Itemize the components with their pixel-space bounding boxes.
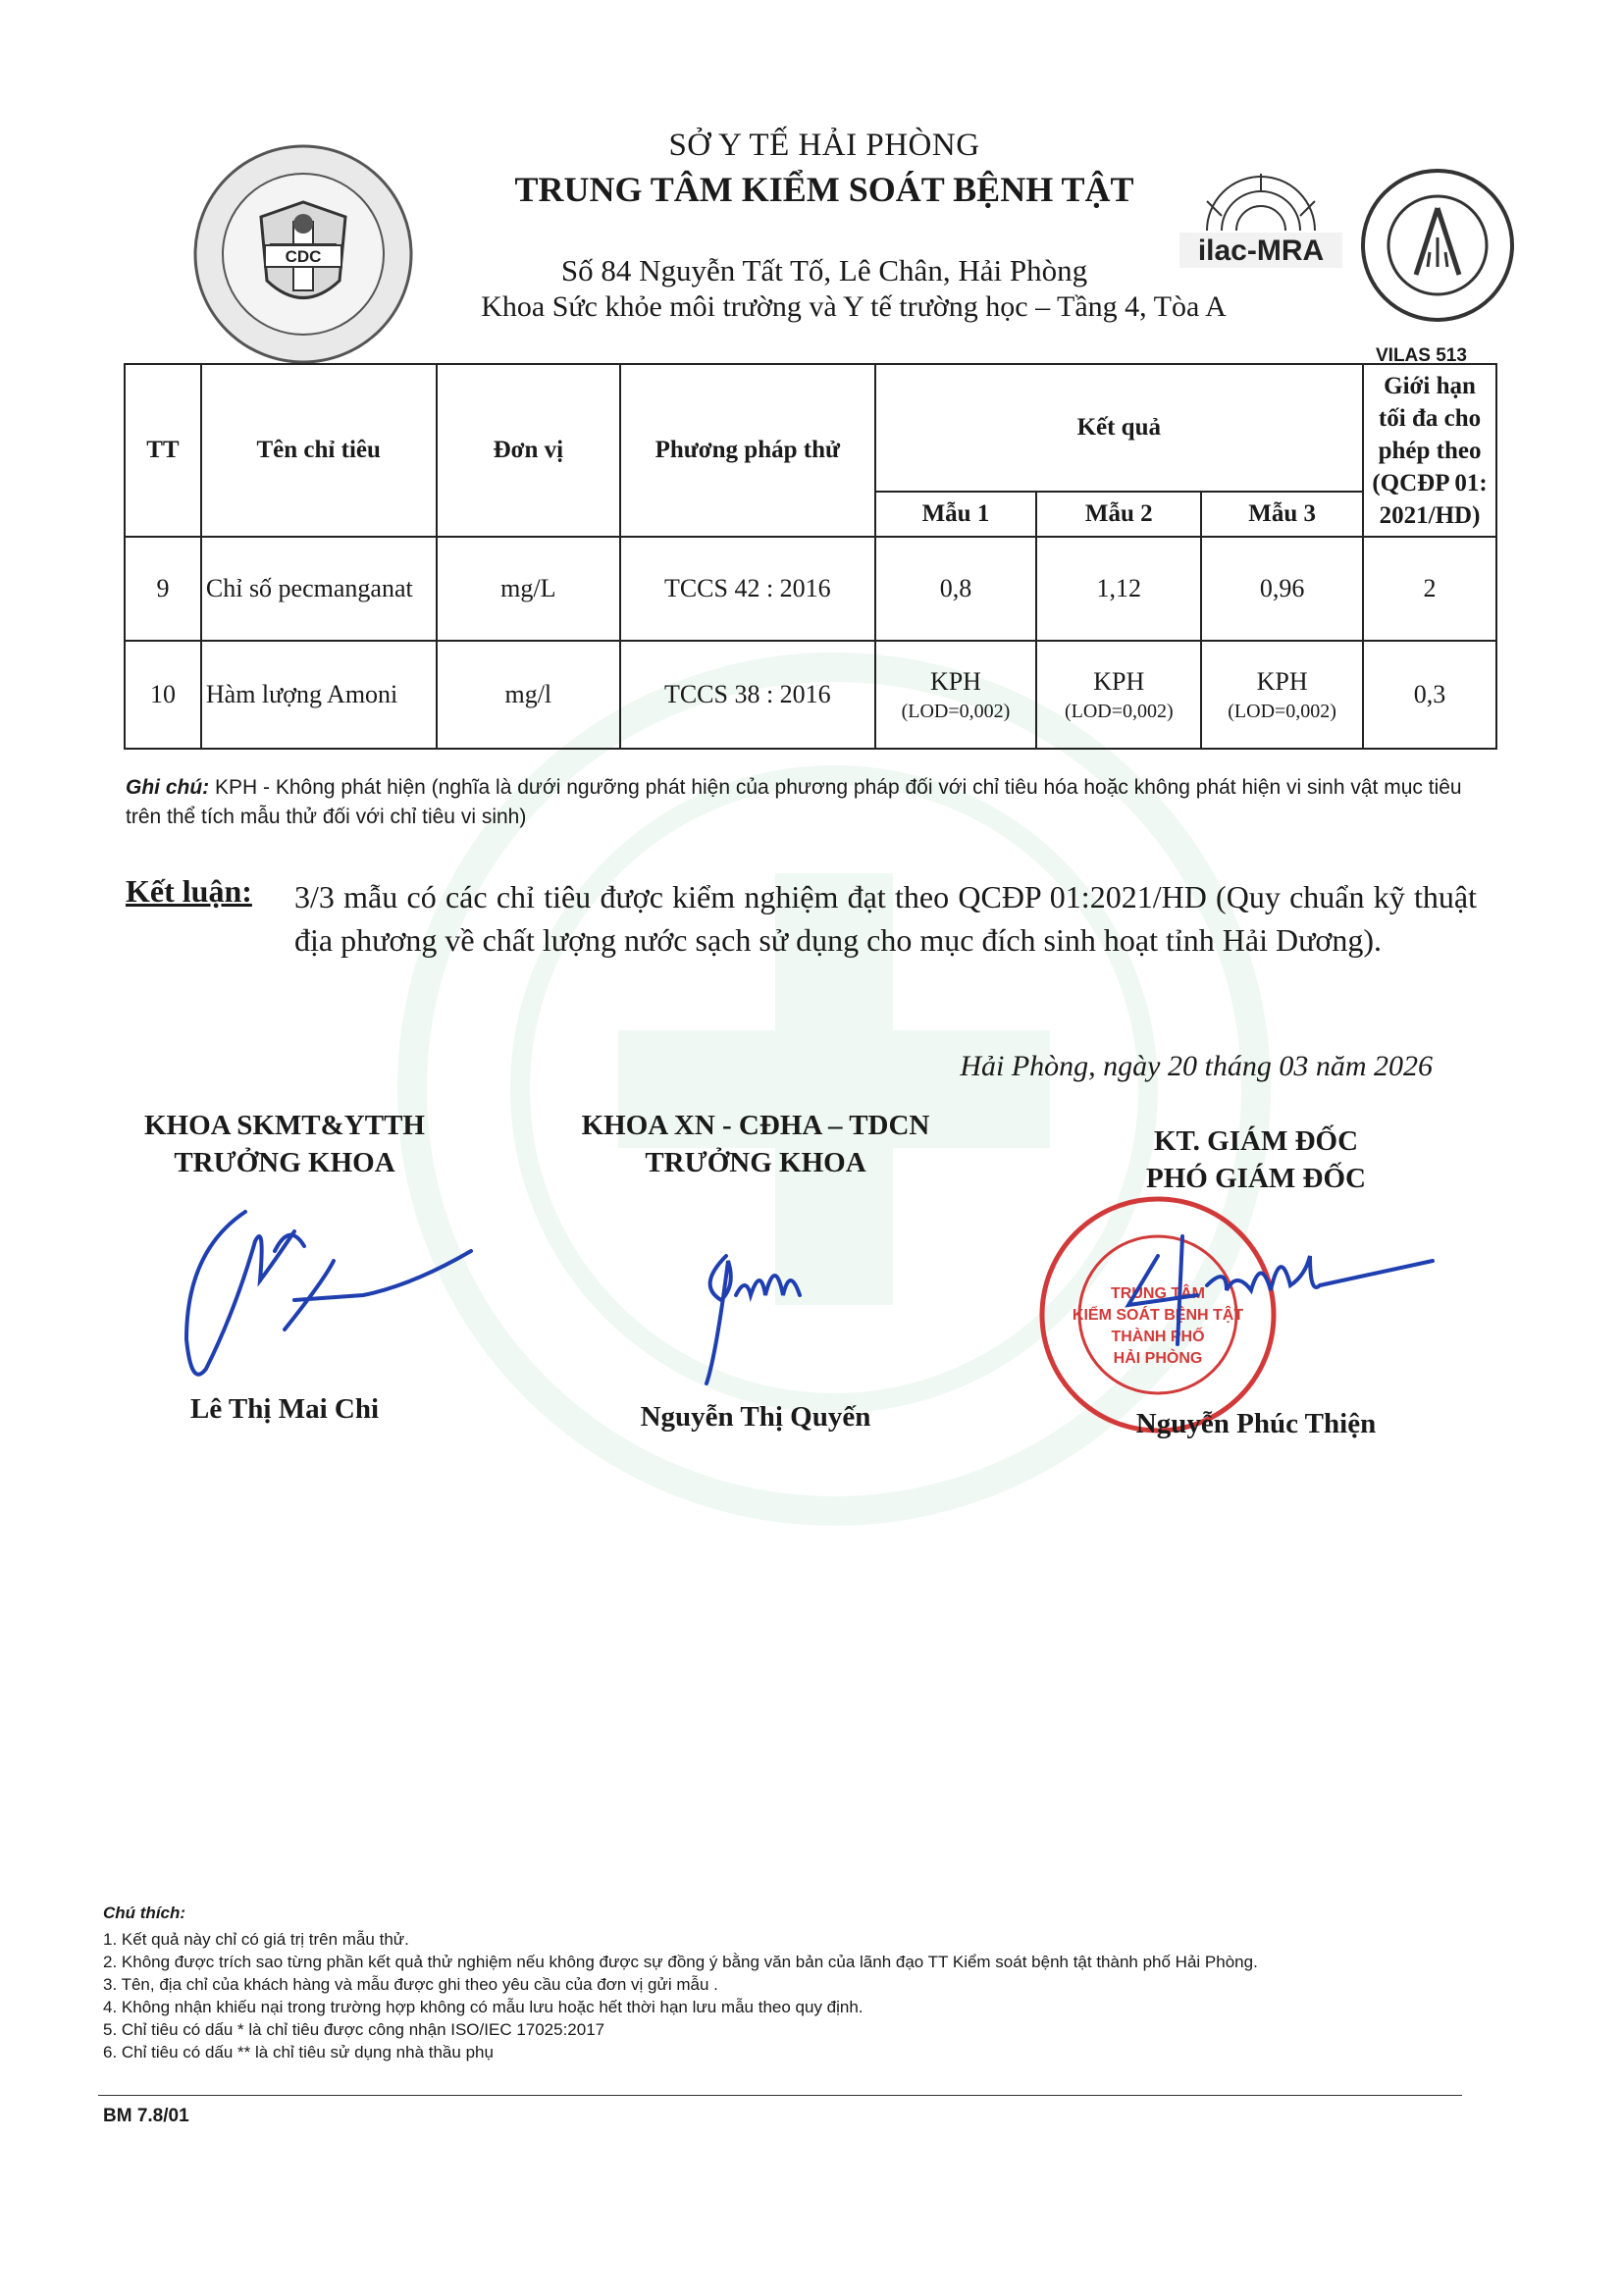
signature-dept: KT. GIÁM ĐỐC bbox=[1153, 1125, 1359, 1157]
org-name: TRUNG TÂM KIỂM SOÁT BỆNH TẬT bbox=[514, 170, 1134, 209]
svg-text:HẢI PHÒNG: HẢI PHÒNG bbox=[1113, 1350, 1203, 1367]
result-value: KPH bbox=[929, 666, 981, 696]
signature-role: TRƯỞNG KHOA bbox=[174, 1147, 395, 1178]
footnote-item: 1. Kết quả này chỉ có giá trị trên mẫu thử. bbox=[103, 1930, 409, 1949]
lod-note: (LOD=0,002) bbox=[1064, 700, 1174, 722]
signer-name-3: Nguyễn Phúc Thiện bbox=[1135, 1408, 1377, 1439]
header-sample-1: Mẫu 1 bbox=[875, 492, 1037, 537]
conclusion-label: Kết luận: bbox=[126, 873, 252, 909]
note-text: KPH - Không phát hiện (nghĩa là dưới ngưỡng phát hiện của phương pháp đối với chỉ tiêu hóa hoặc không phát hiện vi sinh vật mục tiêu trên thể tích mẫu thử đối với chỉ tiêu vi sinh) bbox=[126, 776, 1462, 828]
svg-text:CDC: CDC bbox=[285, 247, 322, 266]
table-row bbox=[125, 537, 1496, 641]
footnote-item: 6. Chỉ tiêu có dấu ** là chỉ tiêu sử dụng nhà thầu phụ bbox=[103, 2043, 494, 2061]
org-department: Khoa Sức khỏe môi trường và Y tế trường học – Tầng 4, Tòa A bbox=[481, 290, 1227, 323]
signature-dept: KHOA SKMT&YTTH bbox=[143, 1110, 425, 1141]
cell-sample-3: 0,96 bbox=[1201, 537, 1363, 641]
ilac-mra-logo bbox=[1168, 162, 1354, 289]
cell-sample-1: 0,8 bbox=[875, 537, 1037, 641]
svg-text:ilac-MRA: ilac-MRA bbox=[1197, 235, 1325, 267]
cell-sample-2: 1,12 bbox=[1036, 537, 1201, 641]
cell-name: Chỉ số pecmanganat bbox=[201, 537, 437, 641]
signer-name-1: Lê Thị Mai Chi bbox=[189, 1393, 380, 1425]
signature-role: TRƯỞNG KHOA bbox=[645, 1147, 866, 1178]
signature-block-3 bbox=[1070, 1122, 1442, 1197]
header-name: Tên chỉ tiêu bbox=[201, 364, 437, 537]
cell-sample-2 bbox=[1036, 641, 1201, 749]
conclusion-text: 3/3 mẫu có các chỉ tiêu được kiểm nghiệm đạt theo QCĐP 01:2021/HD (Quy chuẩn kỹ thuật địa phương về chất lượng nước sạch sử dụng cho mục đích sinh hoạt tỉnh Hải Dương). bbox=[294, 879, 1477, 958]
cell-tt: 9 bbox=[125, 537, 201, 641]
form-code: BM 7.8/01 bbox=[103, 2106, 189, 2126]
cell-limit: 0,3 bbox=[1363, 641, 1496, 749]
header-method: Phương pháp thử bbox=[620, 364, 874, 537]
handwritten-signature bbox=[667, 1226, 864, 1393]
footer-divider bbox=[98, 2095, 1462, 2096]
org-address: Số 84 Nguyễn Tất Tố, Lê Chân, Hải Phòng bbox=[560, 253, 1088, 287]
footnote-item: 3. Tên, địa chỉ của khách hàng và mẫu được ghi theo yêu cầu của đơn vị gửi mẫu . bbox=[103, 1975, 718, 1994]
signer-name-2: Nguyễn Thị Quyến bbox=[640, 1401, 871, 1433]
svg-text:TRUNG TÂM: TRUNG TÂM bbox=[1111, 1285, 1205, 1302]
signature-dept: KHOA XN - CĐHA – TDCN bbox=[581, 1110, 930, 1141]
result-value: KPH bbox=[1093, 666, 1145, 696]
cell-limit: 2 bbox=[1363, 537, 1496, 641]
cell-unit: mg/l bbox=[437, 641, 621, 749]
date-line: Hải Phòng, ngày 20 tháng 03 năm 2026 bbox=[960, 1050, 1433, 1082]
svg-text:KIỂM SOÁT BỆNH TẬT: KIỂM SOÁT BỆNH TẬT bbox=[1072, 1307, 1244, 1324]
header-tt: TT bbox=[125, 364, 201, 537]
footnote-item: 5. Chỉ tiêu có dấu * là chỉ tiêu được công nhận ISO/IEC 17025:2017 bbox=[103, 2020, 605, 2039]
note bbox=[126, 773, 1499, 832]
cell-sample-1 bbox=[875, 641, 1037, 749]
header-result: Kết quả bbox=[875, 364, 1364, 492]
vilas-code: VILAS 513 bbox=[1376, 345, 1467, 366]
lod-note: (LOD=0,002) bbox=[1228, 700, 1336, 722]
org-parent: SỞ Y TẾ HẢI PHÒNG bbox=[668, 128, 980, 163]
cell-unit: mg/L bbox=[437, 537, 621, 641]
cdc-logo bbox=[192, 143, 414, 365]
cell-method: TCCS 38 : 2016 bbox=[620, 641, 874, 749]
footnote-item: 2. Không được trích sao từng phần kết quả thử nghiệm nếu không được sự đồng ý bằng văn bản của lãnh đạo TT Kiểm soát bệnh tật thành phố Hải Phòng. bbox=[103, 1953, 1258, 1971]
signature-block-1 bbox=[98, 1107, 471, 1181]
header-sample-2: Mẫu 2 bbox=[1036, 492, 1201, 537]
result-value: KPH bbox=[1256, 666, 1308, 696]
cell-method: TCCS 42 : 2016 bbox=[620, 537, 874, 641]
footnotes-list bbox=[103, 1928, 1258, 2063]
cell-sample-3 bbox=[1201, 641, 1363, 749]
signature-block-2 bbox=[550, 1107, 962, 1181]
lod-note: (LOD=0,002) bbox=[901, 700, 1011, 722]
accreditation-logo bbox=[1359, 159, 1516, 336]
footnotes-title: Chú thích: bbox=[103, 1904, 186, 1922]
svg-text:THÀNH PHỐ: THÀNH PHỐ bbox=[1111, 1329, 1205, 1345]
header-unit: Đơn vị bbox=[437, 364, 621, 537]
footnote-item: 4. Không nhận khiếu nại trong trường hợp không có mẫu lưu hoặc hết thời hạn lưu mẫu theo quy định. bbox=[103, 1998, 864, 2016]
handwritten-signature bbox=[167, 1192, 491, 1418]
cell-name: Hàm lượng Amoni bbox=[201, 641, 437, 749]
cell-tt: 10 bbox=[125, 641, 201, 749]
note-label: Ghi chú: bbox=[126, 776, 210, 799]
table-row bbox=[125, 641, 1496, 749]
header-limit: Giới hạn tối đa cho phép theo (QCĐP 01: 2021/HD) bbox=[1363, 364, 1496, 537]
handwritten-signature bbox=[1109, 1217, 1462, 1364]
signature-role: PHÓ GIÁM ĐỐC bbox=[1146, 1163, 1366, 1194]
results-table bbox=[124, 363, 1497, 750]
header-sample-3: Mẫu 3 bbox=[1201, 492, 1363, 537]
